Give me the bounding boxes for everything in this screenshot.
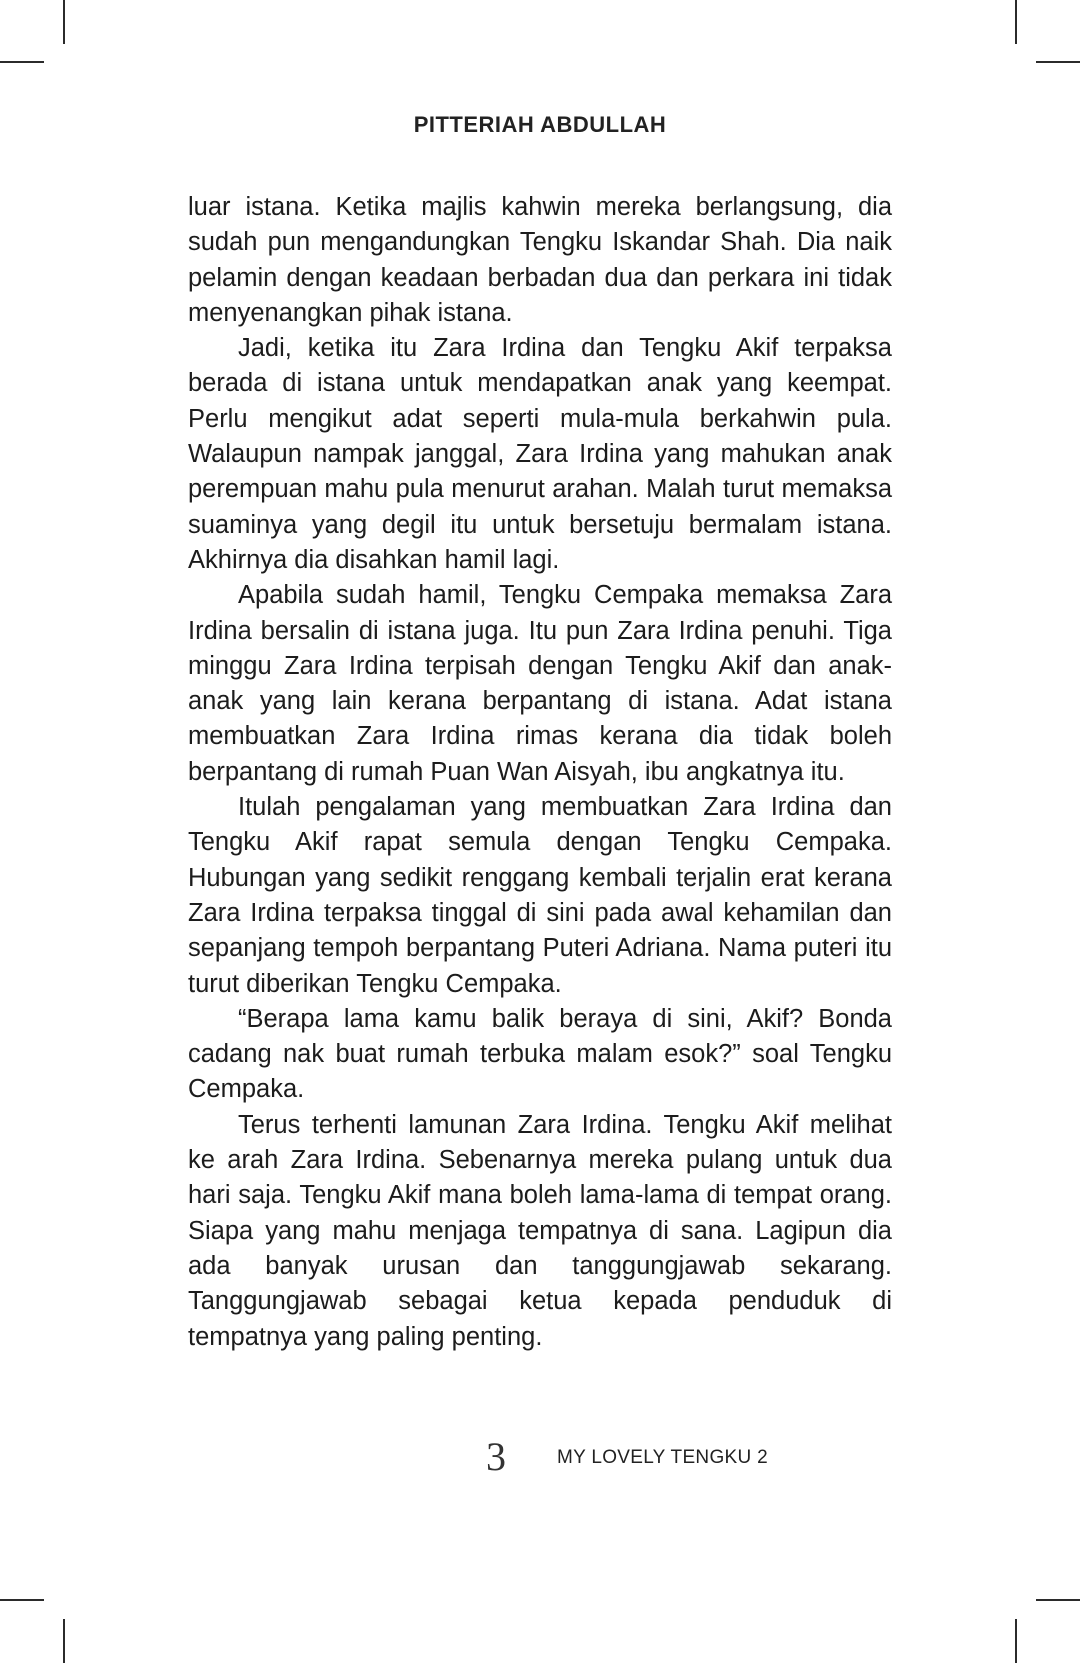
crop-mark-bottom-right-vertical <box>1015 1619 1017 1663</box>
crop-mark-top-right-vertical <box>1015 0 1017 44</box>
running-foot-book-title: MY LOVELY TENGKU 2 <box>557 1447 768 1468</box>
page-number: 3 <box>486 1434 506 1479</box>
crop-mark-top-left-horizontal <box>0 61 44 63</box>
paragraph: “Berapa lama kamu balik beraya di sini, Akif? Bonda cadang nak buat rumah terbuka malam esok?” soal Tengku Cempaka. <box>188 1004 892 1104</box>
crop-mark-bottom-left-vertical <box>63 1619 65 1663</box>
page-footer <box>0 1434 1080 1487</box>
paragraph: Apabila sudah hamil, Tengku Cempaka memaksa Zara Irdina bersalin di istana juga. Itu pun Zara Irdina penuhi. Tiga minggu Zara Irdina terpisah dengan Tengku Akif dan anak-anak yang lain kerana berpantang di istana. Adat istana membuatkan Zara Irdina rimas kerana dia tidak boleh berpantang di rumah Puan Wan Aisyah, ibu angkatnya itu. <box>188 581 892 786</box>
paragraph: Terus terhenti lamunan Zara Irdina. Tengku Akif melihat ke arah Zara Irdina. Sebenarnya mereka pulang untuk dua hari saja. Tengku Akif mana boleh lama-lama di tempat orang. Siapa yang mahu menjaga tempatnya di sana. Lagipun dia ada banyak urusan dan tanggungjawab sekarang. Tanggungjawab sebagai ketua kepada penduduk di tempatnya yang paling penting. <box>188 1110 892 1351</box>
paragraph: Itulah pengalaman yang membuatkan Zara Irdina dan Tengku Akif rapat semula dengan Tengku Cempaka. Hubungan yang sedikit renggang kembali terjalin erat kerana Zara Irdina terpaksa tinggal di sini pada awal kehamilan dan sepanjang tempoh berpantang Puteri Adriana. Nama puteri itu turut diberikan Tengku Cempaka. <box>188 793 892 998</box>
paragraph: luar istana. Ketika majlis kahwin mereka berlangsung, dia sudah pun mengandungkan Tengku Iskandar Shah. Dia naik pelamin dengan keadaan berbadan dua dan perkara ini tidak menyenangkan pihak istana. <box>188 193 892 327</box>
crop-mark-top-right-horizontal <box>1036 61 1080 63</box>
body-text <box>188 190 892 1355</box>
running-head-author: PITTERIAH ABDULLAH <box>413 112 667 137</box>
crop-mark-bottom-right-horizontal <box>1036 1599 1080 1601</box>
paragraph: Jadi, ketika itu Zara Irdina dan Tengku Akif terpaksa berada di istana untuk mendapatkan anak yang keempat. Perlu mengikut adat seperti mula-mula berkahwin pula. Walaupun nampak janggal, Zara Irdina yang mahukan anak perempuan mahu pula menurut arahan. Malah turut memaksa suaminya yang degil itu untuk bersetuju bermalam istana. Akhirnya dia disahkan hamil lagi. <box>188 334 892 574</box>
crop-mark-bottom-left-horizontal <box>0 1599 44 1601</box>
crop-mark-top-left-vertical <box>63 0 65 44</box>
